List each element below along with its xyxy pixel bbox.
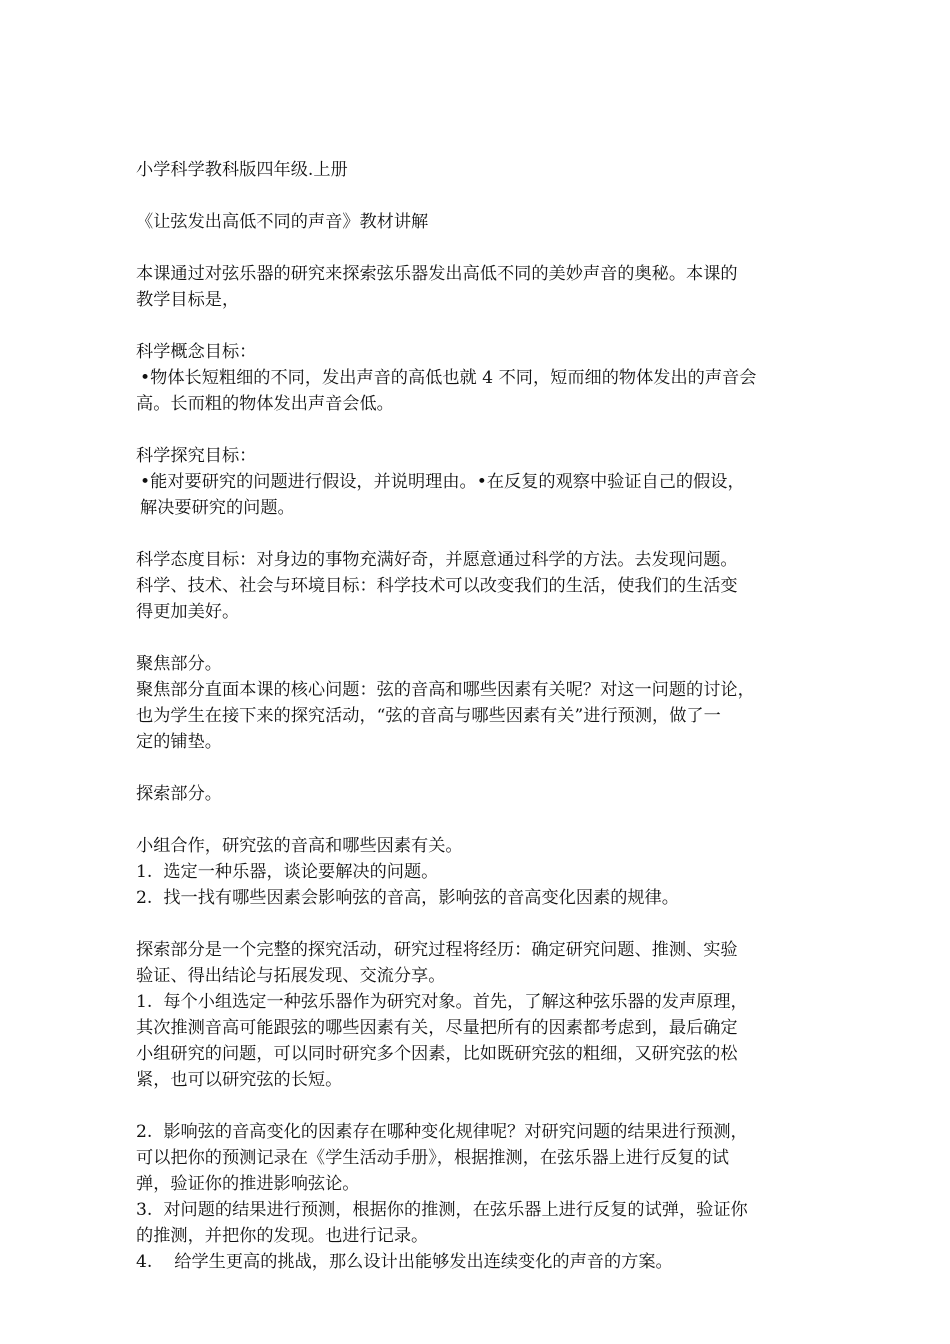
- focus-heading: 聚焦部分。: [136, 654, 222, 674]
- step4-line: 4. 给学生更高的挑战，那么设计出能够发出连续变化的声音的方案。: [136, 1252, 673, 1272]
- inquiry-heading: 科学探究目标：: [136, 446, 257, 466]
- focus-line-3: 定的铺垫。: [136, 732, 222, 752]
- focus-line-2: 也为学生在接下来的探究活动，“弦的音高与哪些因素有关”进行预测，做了一: [136, 706, 721, 726]
- doc-header: 小学科学教科版四年级.上册: [136, 160, 348, 180]
- concept-line-2: 高。长而粗的物体发出声音会低。: [136, 394, 394, 414]
- inquiry-line-2: 解决要研究的问题。: [140, 498, 295, 518]
- group-item-2: 2. 找一找有哪些因素会影响弦的音高，影响弦的音高变化因素的规律。: [136, 888, 679, 908]
- group-line: 小组合作，研究弦的音高和哪些因素有关。: [136, 836, 463, 856]
- intro-line-2: 教学目标是，: [136, 290, 240, 310]
- sts-line-2: 得更加美好。: [136, 602, 240, 622]
- sts-line-1: 科学、技术、社会与环境目标：科学技术可以改变我们的生活，使我们的生活变: [136, 576, 738, 596]
- step1-line-1: 1. 每个小组选定一种弦乐器作为研究对象。首先，了解这种弦乐器的发声原理，: [136, 992, 748, 1012]
- explore-heading: 探索部分。: [136, 784, 222, 804]
- doc-title: 《让弦发出高低不同的声音》教材讲解: [136, 212, 429, 232]
- explore-desc-line-1: 探索部分是一个完整的探究活动，研究过程将经历：确定研究问题、推测、实验: [136, 940, 738, 960]
- attitude-line: 科学态度目标：对身边的事物充满好奇，并愿意通过科学的方法。去发现问题。: [136, 550, 738, 570]
- step3-line-2: 的推测，并把你的发现。也进行记录。: [136, 1226, 429, 1246]
- document-page: [136, 157, 836, 1275]
- intro-line-1: 本课通过对弦乐器的研究来探索弦乐器发出高低不同的美妙声音的奥秘。本课的: [136, 264, 738, 284]
- step1-line-2: 其次推测音高可能跟弦的哪些因素有关，尽量把所有的因素都考虑到，最后确定: [136, 1018, 738, 1038]
- step1-line-3: 小组研究的问题，可以同时研究多个因素，比如既研究弦的粗细，又研究弦的松: [136, 1044, 738, 1064]
- explore-desc-line-2: 验证、得出结论与拓展发现、交流分享。: [136, 966, 446, 986]
- focus-line-1: 聚焦部分直面本课的核心问题：弦的音高和哪些因素有关呢？对这一问题的讨论，: [136, 680, 755, 700]
- step2-line-2: 可以把你的预测记录在《学生活动手册》，根据推测，在弦乐器上进行反复的试: [136, 1148, 729, 1168]
- group-item-1: 1. 选定一种乐器，谈论要解决的问题。: [136, 862, 439, 882]
- step2-line-1: 2. 影响弦的音高变化的因素存在哪种变化规律呢？对研究问题的结果进行预测，: [136, 1122, 748, 1142]
- inquiry-line-1: •能对要研究的问题进行假设，并说明理由。•在反复的观察中验证自己的假设，: [140, 472, 745, 492]
- concept-line-1: •物体长短粗细的不同，发出声音的高低也就 4 不同，短而细的物体发出的声音会: [140, 368, 757, 388]
- concept-heading: 科学概念目标：: [136, 342, 257, 362]
- step3-line-1: 3. 对问题的结果进行预测，根据你的推测，在弦乐器上进行反复的试弹，验证你: [136, 1200, 748, 1220]
- step2-line-3: 弹，验证你的推进影响弦论。: [136, 1174, 360, 1194]
- step1-line-4: 紧，也可以研究弦的长短。: [136, 1070, 343, 1090]
